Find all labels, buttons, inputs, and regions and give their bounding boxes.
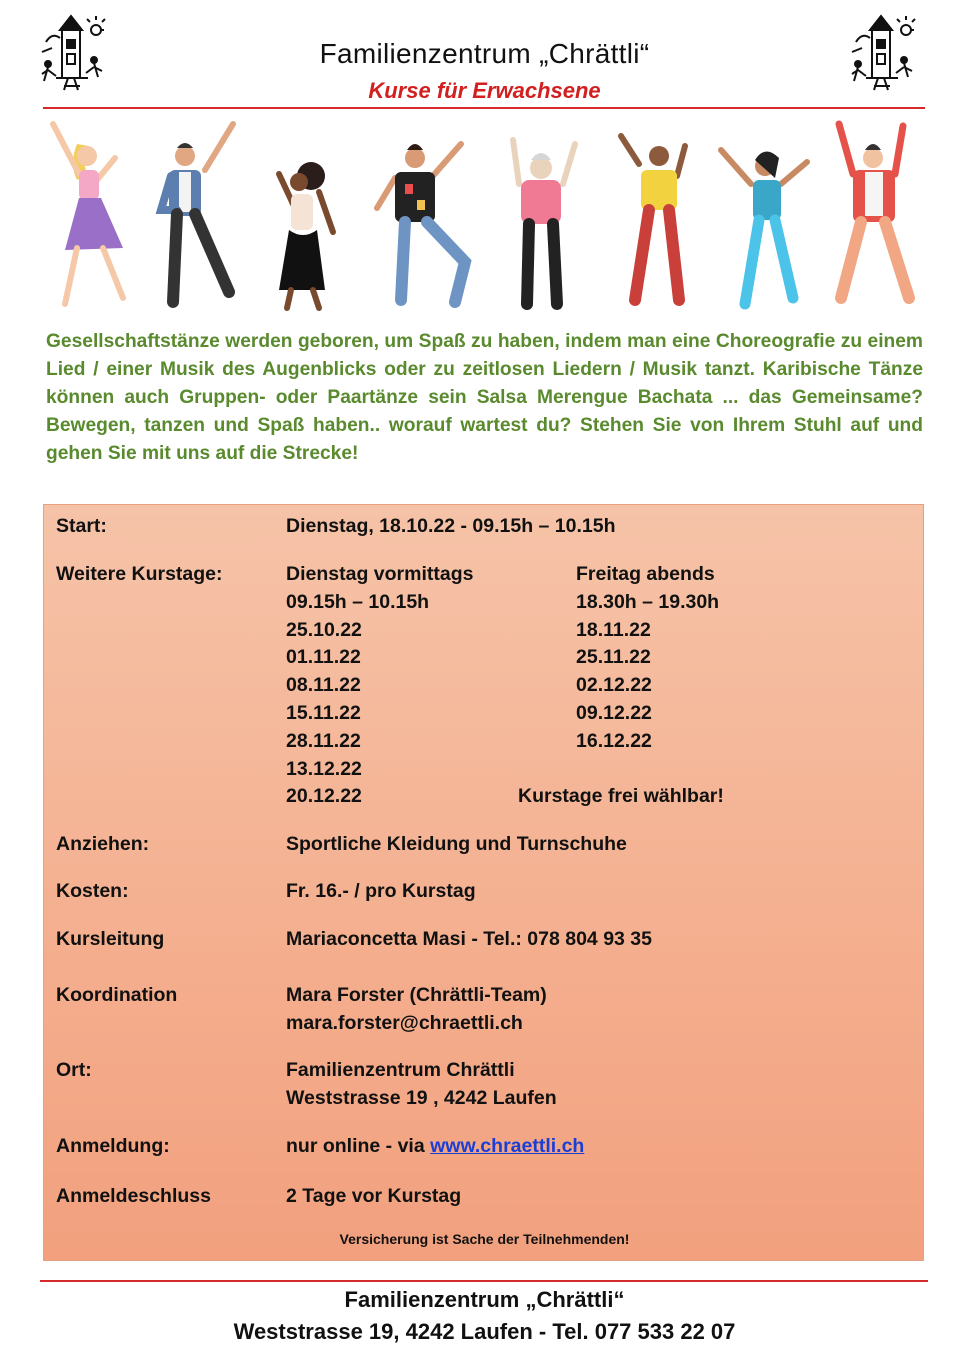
footer-name: Familienzentrum „Chrättli“: [344, 1287, 625, 1312]
insurance-note: Versicherung ist Sache der Teilnehmenden!: [339, 1231, 630, 1247]
date-item: 08.11.22: [286, 674, 361, 697]
dancer-figure: [839, 124, 909, 298]
date-item: 28.11.22: [286, 729, 361, 752]
date-item: 01.11.22: [286, 646, 361, 669]
dancer-figure: [279, 162, 333, 308]
dienstag-column: [286, 560, 473, 810]
kursleitung-value: Mariaconcetta Masi - Tel.: 078 804 93 35: [286, 928, 652, 950]
ort-line-2: Weststrasse 19 , 4242 Laufen: [286, 1086, 557, 1109]
date-item: 09.12.22: [576, 701, 652, 724]
dancers-illustration: [43, 114, 925, 324]
koordination-name: Mara Forster (Chrättli-Team): [286, 984, 547, 1006]
dancer-figure: [161, 124, 233, 302]
koordination-email: mara.forster@chraettli.ch: [286, 1011, 523, 1034]
ort-value: [286, 1056, 557, 1112]
kursleitung-label: Kursleitung: [56, 928, 165, 950]
ort-line-1: Familienzentrum Chrättli: [286, 1059, 515, 1081]
anmeldeschluss-value: 2 Tage vor Kurstag: [286, 1185, 462, 1207]
koordination-label: Koordination: [56, 984, 178, 1006]
date-item: 18.11.22: [576, 618, 651, 641]
date-item: 02.12.22: [576, 674, 652, 697]
anmeldung-label: Anmeldung:: [56, 1135, 170, 1157]
freitag-column: [576, 560, 719, 755]
dienstag-heading: Dienstag vormittags: [286, 563, 474, 585]
dancer-figure: [513, 140, 575, 304]
intro-paragraph: Gesellschaftstänze werden geboren, um Spaß zu haben, indem man eine Choreografie zu einem Lied / einer Musik des Augenblicks oder zu zeitlosen Liedern / Musik tanzt. Karibische Tänze können auch Gruppen- oder Paartänze sein Salsa Merengue Bachata ... das Gemeinsame? Bewegen, tanzen und Spaß haben.. worauf wartest du? Stehen Sie von Ihrem Stuhl auf und gehen Sie mit uns auf die Strecke!: [46, 331, 923, 464]
koordination-value: [286, 981, 547, 1037]
freitag-time: 18.30h – 19.30h: [576, 590, 720, 613]
dienstag-time: 09.15h – 10.15h: [286, 590, 430, 613]
bottom-divider: [40, 1280, 928, 1282]
page-subtitle: Kurse für Erwachsene: [368, 78, 601, 103]
anmeldeschluss-label: Anmeldeschluss: [56, 1185, 211, 1207]
course-info-box: [43, 504, 924, 1261]
date-item: 20.12.22: [286, 785, 362, 808]
start-label: Start:: [56, 515, 107, 537]
anmeldung-prefix: nur online - via: [286, 1135, 431, 1157]
date-item: 25.10.22: [286, 618, 362, 641]
dancer-figure: [621, 136, 685, 300]
start-value: Dienstag, 18.10.22 - 09.15h – 10.15h: [286, 515, 616, 537]
dancer-figure: [53, 124, 123, 304]
anmeldung-value: [286, 1132, 584, 1160]
anziehen-label: Anziehen:: [56, 833, 150, 855]
anziehen-value: Sportliche Kleidung und Turnschuhe: [286, 833, 627, 855]
kosten-value: Fr. 16.- / pro Kurstag: [286, 880, 476, 902]
top-divider: [43, 107, 925, 109]
date-item: 16.12.22: [576, 729, 652, 752]
page-title: Familienzentrum „Chrättli“: [319, 38, 650, 69]
weitere-kurstage-label: Weitere Kurstage:: [56, 563, 223, 585]
date-item: 13.12.22: [286, 757, 362, 780]
date-item: 15.11.22: [286, 701, 361, 724]
kosten-label: Kosten:: [56, 880, 129, 902]
dancer-figure: [377, 144, 465, 302]
footer-address: Weststrasse 19, 4242 Laufen - Tel. 077 533 22 07: [233, 1319, 736, 1344]
frei-waehlbar-note: Kurstage frei wählbar!: [518, 785, 724, 807]
freitag-heading: Freitag abends: [576, 563, 715, 585]
dancer-figure: [721, 150, 807, 304]
date-item: 25.11.22: [576, 646, 651, 669]
ort-label: Ort:: [56, 1059, 92, 1081]
chraettli-website-link[interactable]: www.chraettli.ch: [430, 1135, 585, 1157]
